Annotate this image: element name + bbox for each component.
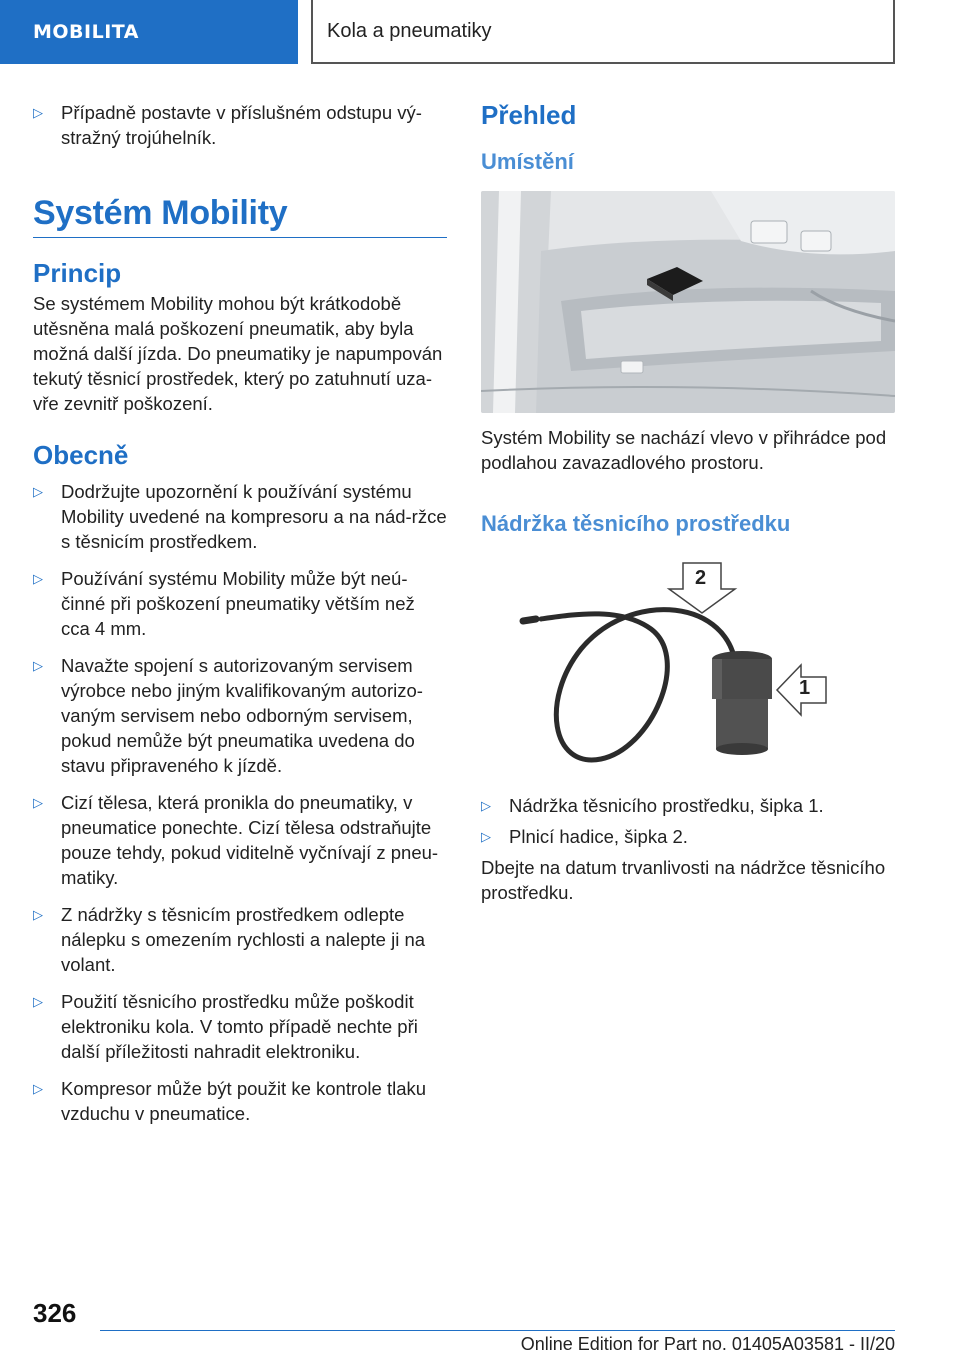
location-heading: Umístění (481, 149, 574, 174)
bullet-arrow-icon: ▷ (33, 484, 43, 499)
container-note: Dbejte na datum trvanlivosti na nádržce těsnicího prostředku. (481, 857, 886, 903)
bullet-arrow-icon: ▷ (33, 658, 43, 673)
sealant-container-figure (481, 559, 895, 779)
intro-bullet-text: Případně postavte v příslušném odstupu vý- stražný trojúhelník. (61, 102, 422, 148)
page-title: Systém Mobility (33, 194, 447, 238)
page-number: 326 (33, 1298, 77, 1328)
sealant-container-illustration (481, 559, 895, 779)
bullet-arrow-icon: ▷ (33, 571, 43, 586)
callout-2-label: 2 (695, 567, 707, 589)
footer-divider (100, 1330, 895, 1331)
location-caption: Systém Mobility se nachází vlevo v přihrádce pod podlahou zavazadlového prostoru. (481, 427, 887, 473)
principle-heading: Princip (33, 258, 122, 288)
header-chapter-bar (311, 0, 895, 64)
bullet-arrow-icon: ▷ (481, 829, 491, 844)
list-item: ▷ Plnicí hadice, šipka 2. (481, 826, 688, 847)
bullet-arrow-icon: ▷ (33, 105, 43, 120)
footer-edition: Online Edition for Part no. 01405A03581 - II/20 (520, 1334, 895, 1354)
container-bullet-list (481, 793, 895, 849)
header-section-tab (0, 0, 298, 64)
list-item: ▷ Nádržka těsnicího prostředku, šipka 1. (481, 795, 824, 816)
general-bullet-list (33, 479, 447, 1126)
general-heading: Obecně (33, 440, 129, 470)
bullet-arrow-icon: ▷ (33, 907, 43, 922)
trunk-compartment-photo (481, 191, 895, 413)
header-section-label: MOBILITA (33, 21, 139, 43)
callout-1-label: 1 (799, 677, 811, 699)
right-column (481, 100, 895, 905)
principle-text: Se systémem Mobility mohou být krátkodobě utěsněna malá poškození pneumatik, aby byla možná další jízda. Do pneumatiky je napumpován tekutý těsnicí prostředek, který po zatuhnutí uza-vře zevnitř poškození. (33, 293, 443, 414)
list-item: ▷ Navažte spojení s autorizovaným servisem výrobce nebo jiným kvalifikovaným autorizo-vaným servisem nebo odborným servisem, pokud nemůže být pneumatika uvedena do stavu připraveného k jízdě. (33, 655, 423, 776)
list-item: ▷ Z nádržky s těsnicím prostředkem odlepte nálepku s omezením rychlosti a nalepte ji na volant. (33, 904, 426, 975)
list-item: ▷ Dodržujte upozornění k používání systému Mobility uvedené na kompresoru a na nád-ržce s těsnicím prostředkem. (33, 481, 447, 552)
list-item: ▷ Kompresor může být použit ke kontrole tlaku vzduchu v pneumatice. (33, 1078, 427, 1124)
list-item: ▷ Používání systému Mobility může být neú-činné při poškození pneumatiky větším než cca 4 mm. (33, 568, 415, 639)
list-item: ▷ Použití těsnicího prostředku může poškodit elektroniku kola. V tomto případě nechte při další příležitosti nahradit elektroniku. (33, 991, 418, 1062)
container-heading: Nádržka těsnicího prostředku (481, 511, 791, 536)
left-column (33, 100, 447, 1138)
intro-bullet (33, 100, 447, 150)
list-item: ▷ Cizí tělesa, která pronikla do pneumatiky, v pneumatice ponechte. Cizí tělesa odstraňujte pouze tehdy, pokud viditelně vyčnívají z pneu-matiky. (33, 792, 439, 888)
bullet-arrow-icon: ▷ (33, 1081, 43, 1096)
header-chapter-label: Kola a pneumatiky (327, 19, 492, 42)
trunk-compartment-illustration (481, 191, 895, 413)
bullet-arrow-icon: ▷ (33, 795, 43, 810)
overview-heading: Přehled (481, 100, 577, 130)
bullet-arrow-icon: ▷ (481, 798, 491, 813)
bullet-arrow-icon: ▷ (33, 994, 43, 1009)
